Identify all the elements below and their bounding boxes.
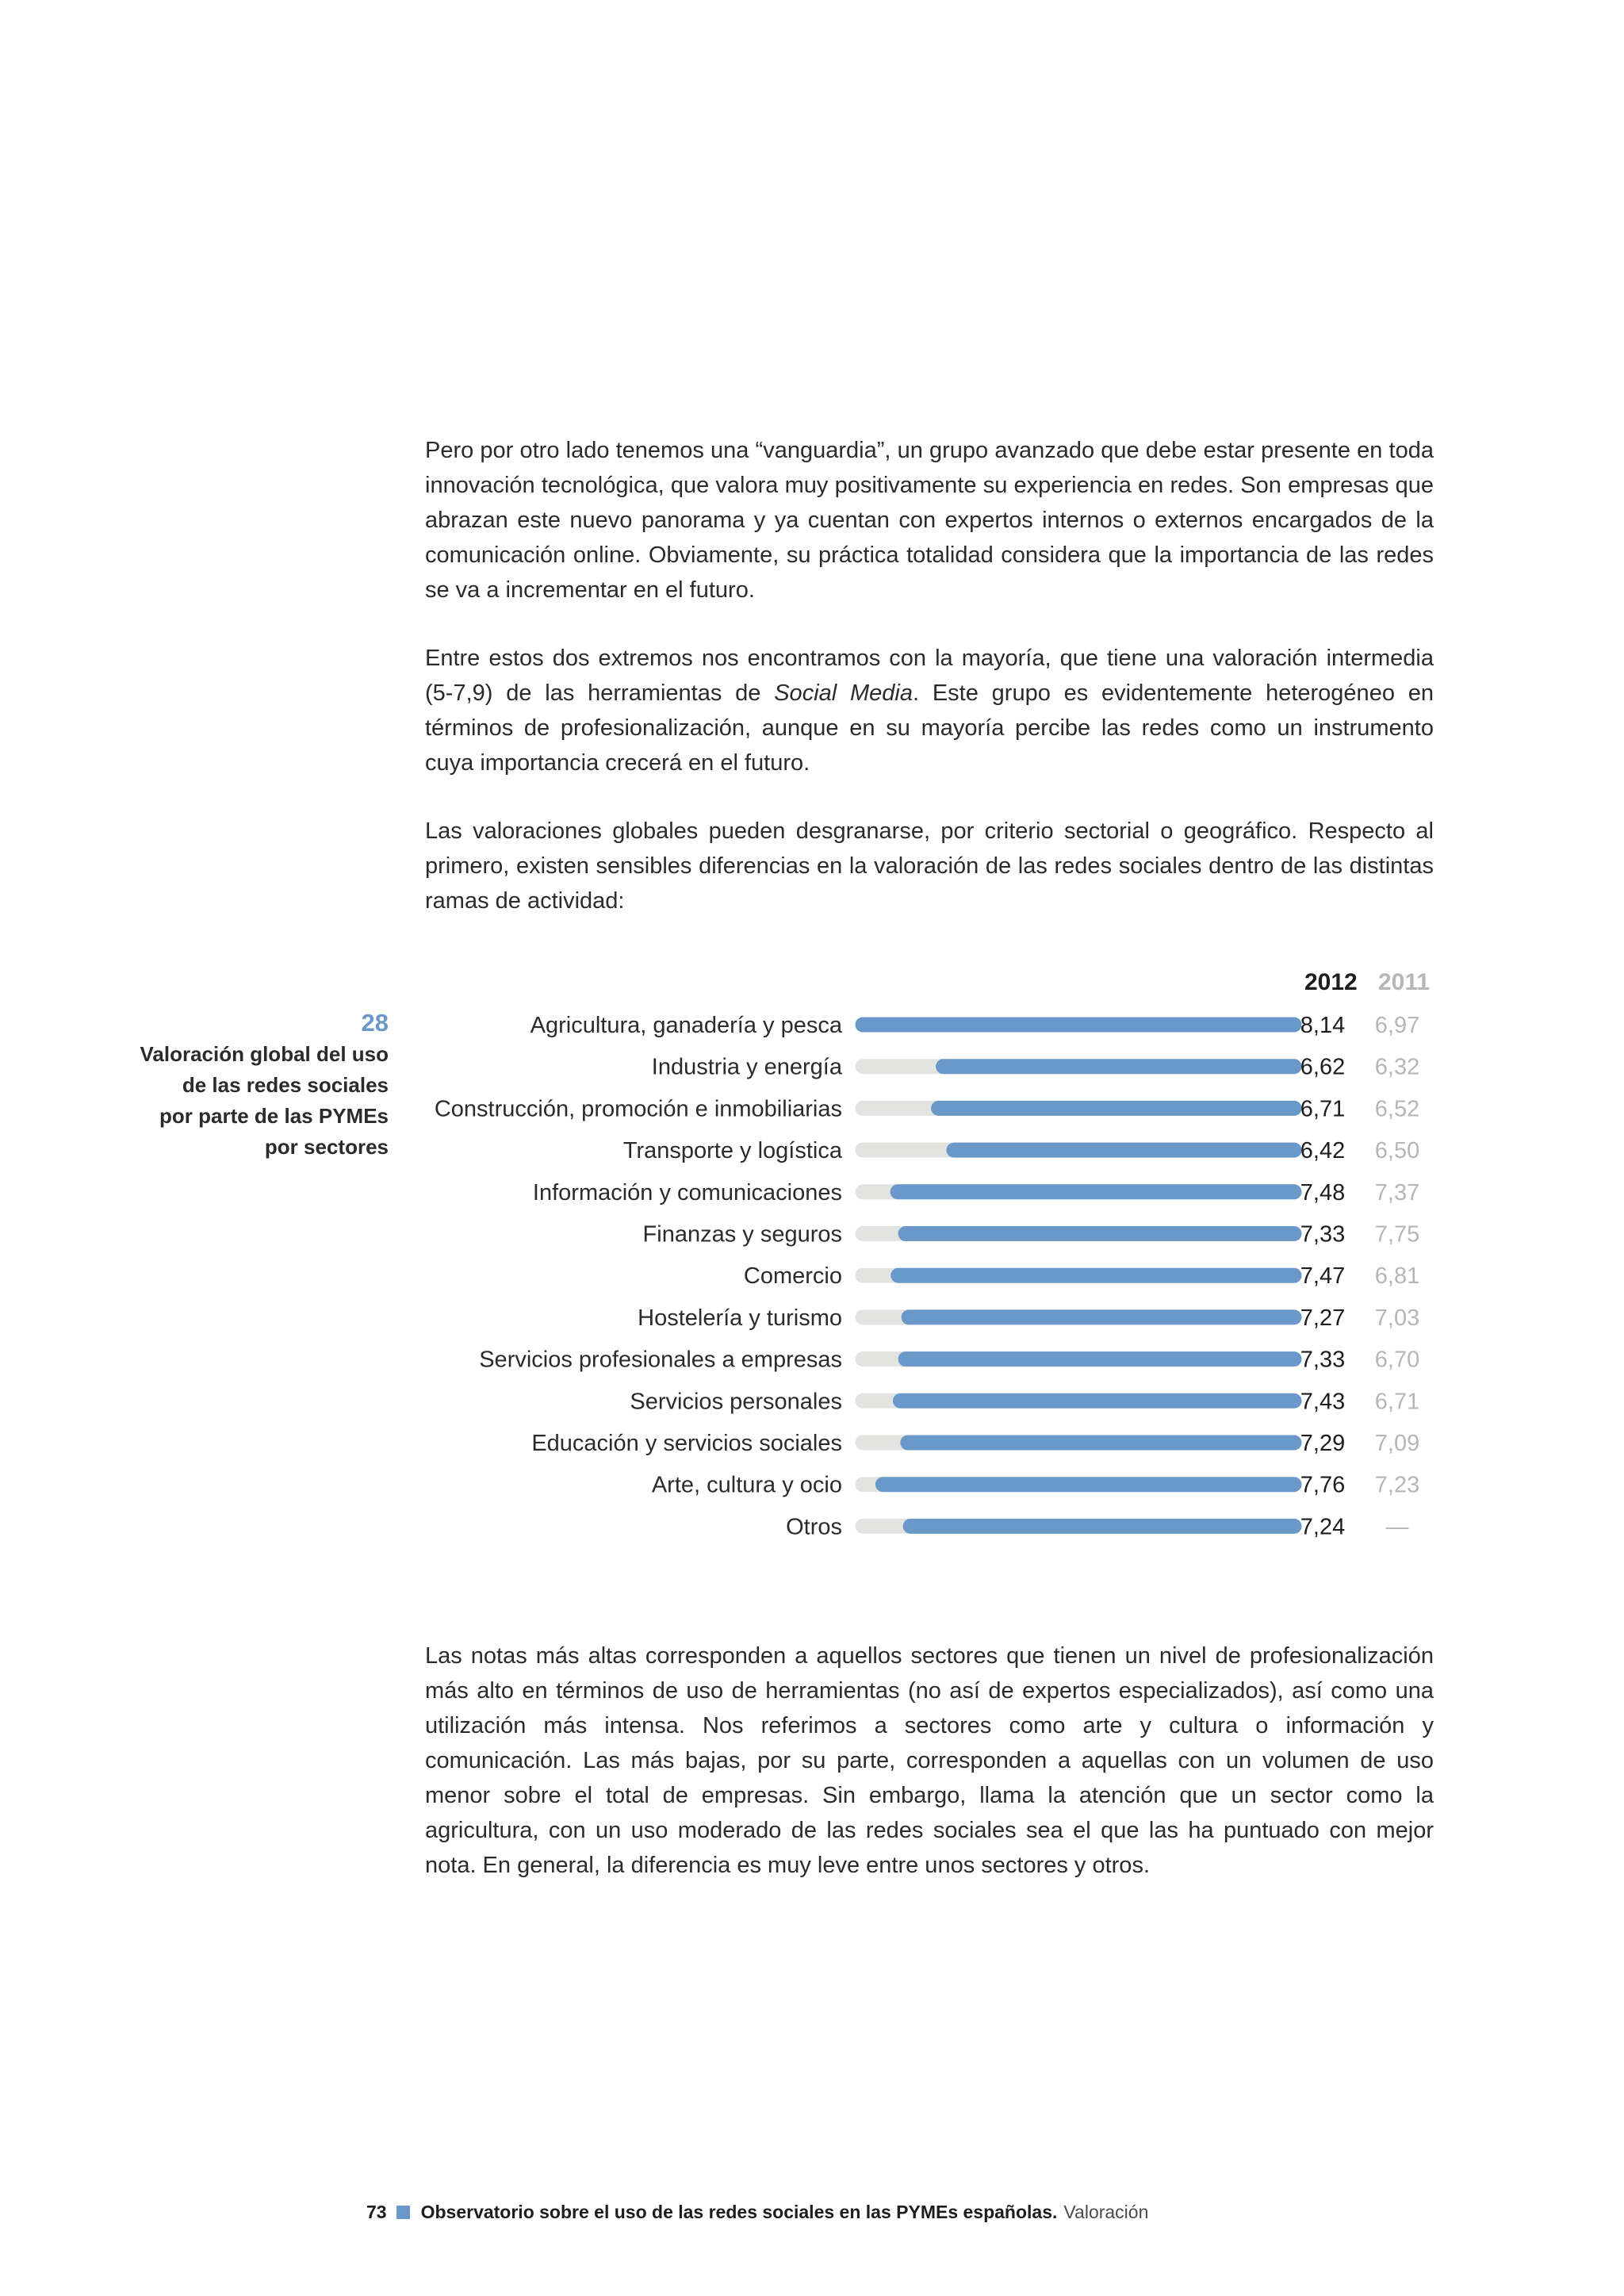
sector-chart	[396, 960, 1443, 1562]
category-label: Finanzas y seguros	[642, 1221, 842, 1248]
legend-2011: 2011	[1378, 969, 1431, 995]
category-label: Arte, cultura y ocio	[651, 1472, 842, 1498]
value-label-2012: 6,71	[1300, 1096, 1346, 1122]
paragraph: Pero por otro lado tenemos una “vanguardia”, un grupo avanzado que debe estar presente en toda innovación tecnológica, que valora muy positivamente su experiencia en redes. Son empresas que abrazan este nuevo panorama y ya cuentan con expertos internos o externos encargados de la comunicación online. Obviamente, su práctica totalidad considera que la importancia de las redes se va a incrementar en el futuro.	[425, 438, 1434, 603]
intro-text	[425, 433, 1434, 952]
value-label-2012: 7,48	[1300, 1179, 1346, 1205]
value-label-2012: 7,47	[1300, 1263, 1346, 1290]
value-label-2011: 6,81	[1374, 1263, 1420, 1290]
value-label-2012: 8,14	[1300, 1013, 1346, 1038]
value-label-2011: 7,75	[1374, 1221, 1420, 1248]
figure-title: Valoración global del uso de las redes sociales por parte de las PYMEs por sectores	[140, 1042, 389, 1159]
value-label-2012: 6,42	[1300, 1138, 1346, 1164]
value-label-2011: 7,37	[1374, 1179, 1420, 1205]
figure-number: 28	[361, 1009, 389, 1037]
value-label-2012: 7,43	[1300, 1389, 1346, 1415]
section-name: Valoración	[1063, 2202, 1149, 2222]
value-label-2011: 7,23	[1374, 1472, 1420, 1498]
closing-text	[425, 1639, 1434, 1916]
value-label-2012: 7,76	[1300, 1472, 1346, 1498]
value-label-2012: 7,27	[1300, 1305, 1346, 1331]
paragraph: Entre estos dos extremos nos encontramos con la mayoría, que tiene una valoración intermedia (5-7,9) de las herramientas de Social Media. Este grupo es evidentemente heterogéneo en términos de profesionalización, aunque en su mayoría percibe las redes como un instrumento cuya importancia crecerá en el futuro.	[425, 646, 1434, 776]
value-label-2011: 6,97	[1374, 1013, 1420, 1038]
category-label: Hostelería y turismo	[638, 1305, 842, 1331]
category-label: Servicios profesionales a empresas	[479, 1347, 842, 1373]
value-label-2012: 7,29	[1300, 1431, 1346, 1456]
value-label-2012: 7,33	[1300, 1221, 1346, 1248]
value-label-2011: 6,50	[1374, 1138, 1420, 1164]
value-label-2012: 7,24	[1300, 1514, 1346, 1540]
value-label-2011: 6,32	[1374, 1054, 1420, 1080]
page-footer	[366, 2202, 1148, 2223]
category-label: Industria y energía	[651, 1054, 842, 1080]
paragraph: Las notas más altas corresponden a aquellos sectores que tienen un nivel de profesionalización más alto en términos de uso de herramientas (no así de expertos especializados), así como una utilización más intensa. Nos referimos a sectores como arte y cultura o información y comunicación. Las más bajas, por su parte, corresponden a aquellas con un volumen de uso menor sobre el total de empresas. Sin embargo, llama la atención que un sector como la agricultura, con un uso moderado de las redes sociales sea el que las ha puntuado con mejor nota. En general, la diferencia es muy leve entre unos sectores y otros.	[425, 1643, 1434, 1878]
value-label-2011: 6,71	[1374, 1389, 1420, 1415]
value-label-2011: 6,52	[1374, 1096, 1420, 1122]
category-label: Comercio	[743, 1263, 842, 1290]
paragraph: Las valoraciones globales pueden desgranarse, por criterio sectorial o geográfico. Respecto al primero, existen sensibles diferencias en la valoración de las redes sociales dentro de las distintas ramas de actividad:	[425, 818, 1434, 914]
publication-title: Observatorio sobre el uso de las redes sociales en las PYMEs españolas.	[420, 2202, 1058, 2222]
category-label: Servicios personales	[630, 1389, 842, 1415]
footer-square-icon	[396, 2206, 410, 2219]
value-label-2011: 7,03	[1374, 1305, 1420, 1331]
value-label-2011: 7,09	[1374, 1431, 1420, 1456]
figure-caption	[95, 1007, 389, 1163]
category-label: Otros	[786, 1514, 842, 1540]
chart-canvas	[396, 960, 1443, 1562]
legend-2012: 2012	[1304, 969, 1358, 995]
category-label: Transporte y logística	[622, 1138, 842, 1164]
category-label: Agricultura, ganadería y pesca	[530, 1013, 842, 1038]
value-label-2011: 6,70	[1374, 1347, 1420, 1373]
page-number: 73	[366, 2202, 387, 2222]
value-label-2011: —	[1385, 1514, 1409, 1540]
category-label: Construcción, promoción e inmobiliarias	[434, 1096, 842, 1122]
value-label-2012: 6,62	[1300, 1054, 1346, 1080]
value-label-2012: 7,33	[1300, 1347, 1346, 1373]
category-label: Educación y servicios sociales	[531, 1431, 842, 1456]
category-label: Información y comunicaciones	[532, 1179, 842, 1205]
